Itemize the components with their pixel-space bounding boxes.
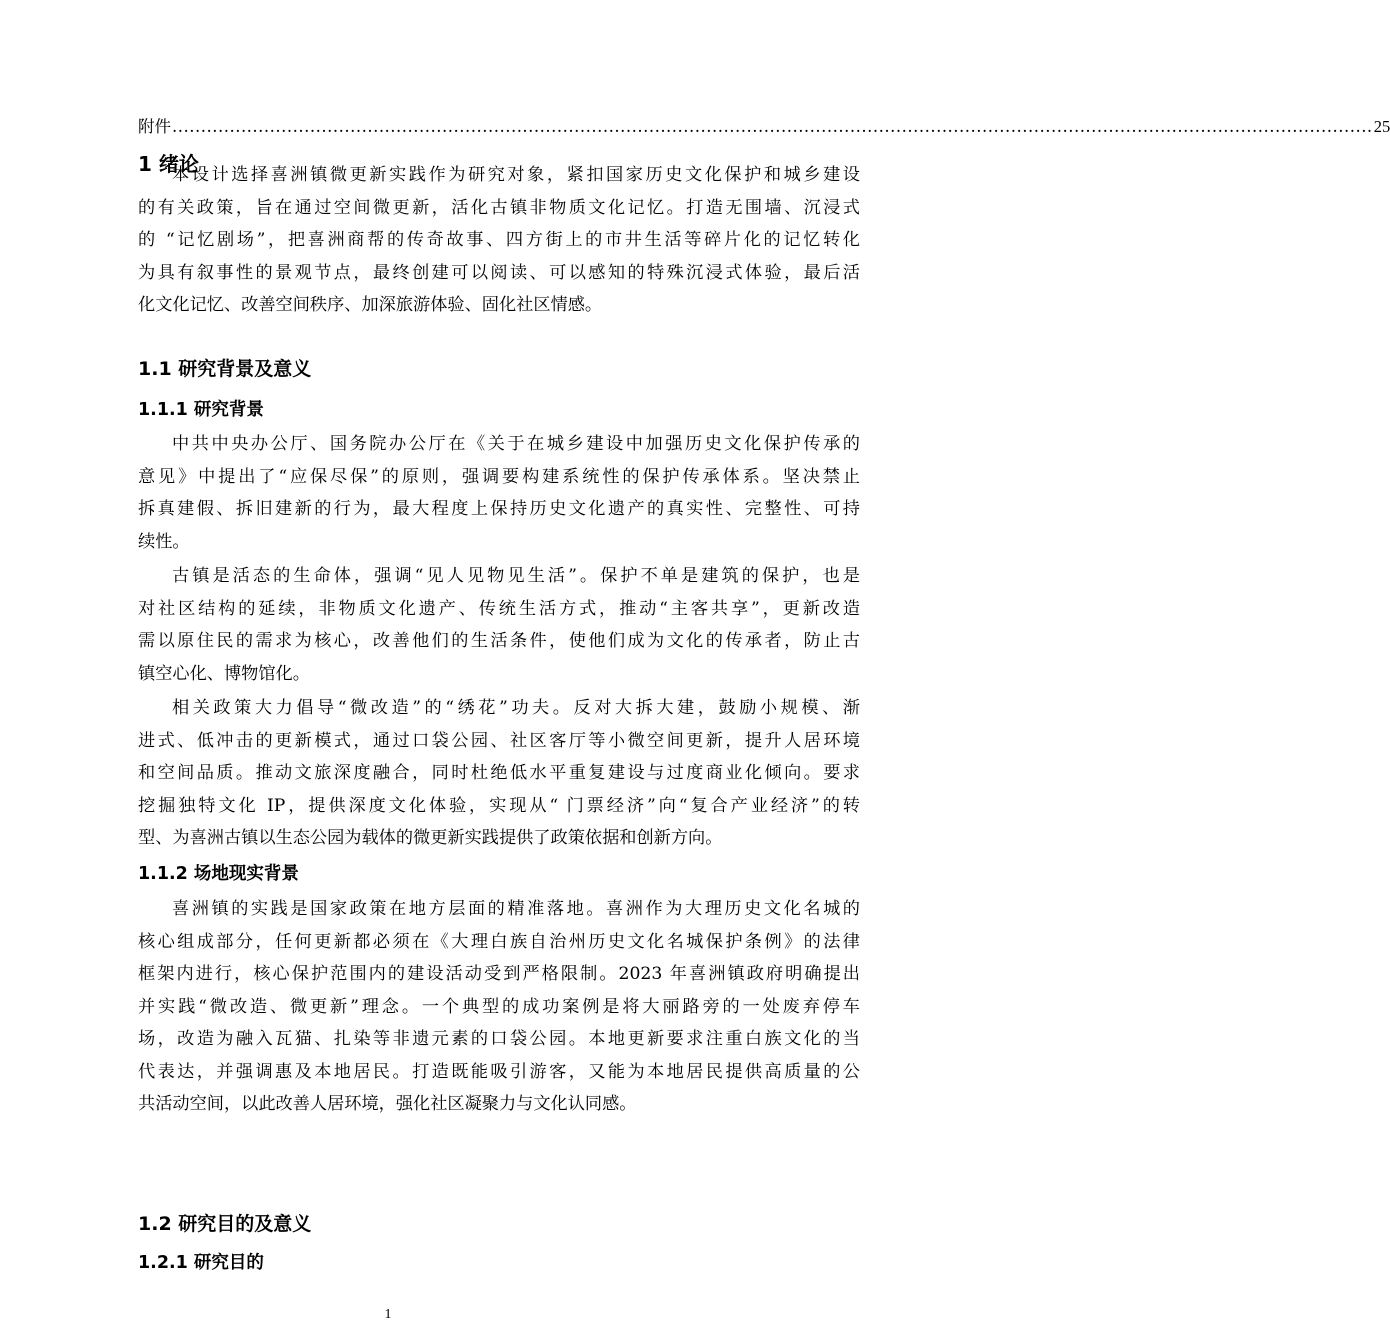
heading-1-introduction: 1 绪论 bbox=[138, 152, 199, 176]
paragraph-micro-renovation bbox=[138, 692, 860, 855]
paragraph-policy bbox=[138, 428, 860, 558]
heading-1-1-1-research-background: 1.1.1 研究背景 bbox=[138, 400, 264, 420]
page-number: 1 bbox=[384, 1307, 392, 1322]
text-line: 为具有叙事性的景观节点，最终创建可以阅读、可以感知的特殊沉浸式体验，最后活 bbox=[138, 262, 860, 283]
text-line: 意见》中提出了“应保尽保”的原则，强调要构建系统性的保护传承体系。坚决禁止 bbox=[138, 466, 860, 487]
heading-1-2-purpose-significance: 1.2 研究目的及意义 bbox=[138, 1213, 312, 1235]
text-line: 核心组成部分，任何更新都必须在《大理白族自治州历史文化名城保护条例》的法律 bbox=[138, 931, 860, 952]
text-line: 和空间品质。推动文旅深度融合，同时杜绝低水平重复建设与过度商业化倾向。要求 bbox=[138, 763, 860, 783]
text-line: 喜洲镇的实践是国家政策在地方层面的精准落地。喜洲作为大理历史文化名城的 bbox=[172, 899, 860, 919]
toc-label: 附件 bbox=[138, 117, 171, 136]
paragraph-xizhou-practice bbox=[138, 893, 860, 1121]
text-line: 挖掘独特文化 IP，提供深度文化体验，实现从“ 门票经济”向“复合产业经济”的转 bbox=[138, 795, 860, 816]
text-line: 相关政策大力倡导“微改造”的“绣花”功夫。反对大拆大建，鼓励小规模、渐 bbox=[172, 698, 860, 718]
paragraph-living-town bbox=[138, 560, 860, 690]
text-line: 本设计选择喜洲镇微更新实践作为研究对象，紧扣国家历史文化保护和城乡建设 bbox=[172, 165, 860, 185]
text-line: 场，改造为融入瓦猫、扎染等非遗元素的口袋公园。本地更新要求注重白族文化的当 bbox=[138, 1029, 860, 1049]
text-line: 框架内进行，核心保护范围内的建设活动受到严格限制。2023 年喜洲镇政府明确提出 bbox=[138, 964, 860, 984]
heading-1-1-background-significance: 1.1 研究背景及意义 bbox=[138, 358, 312, 380]
text-line: 续性。 bbox=[138, 531, 190, 552]
toc-page-number: 25 bbox=[1373, 117, 1390, 136]
text-line: 对社区结构的延续，非物质文化遗产、传统生活方式，推动“主客共享”，更新改造 bbox=[138, 598, 860, 619]
paragraph-intro bbox=[138, 159, 860, 322]
text-line: 古镇是活态的生命体，强调“见人见物见生活”。保护不单是建筑的保护，也是 bbox=[172, 566, 860, 586]
text-line: 进式、低冲击的更新模式，通过口袋公园、社区客厅等小微空间更新，提升人居环境 bbox=[138, 730, 860, 751]
text-line: 镇空心化、博物馆化。 bbox=[138, 663, 310, 684]
text-line: 需以原住民的需求为核心，改善他们的生活条件，使他们成为文化的传承者，防止古 bbox=[138, 631, 860, 651]
heading-1-1-2-site-background: 1.1.2 场地现实背景 bbox=[138, 864, 299, 884]
text-line: 并实践“微改造、微更新”理念。一个典型的成功案例是将大丽路旁的一处废弃停车 bbox=[138, 996, 860, 1017]
text-line: 代表达，并强调惠及本地居民。打造既能吸引游客，又能为本地居民提供高质量的公 bbox=[138, 1061, 860, 1082]
text-line: 拆真建假、拆旧建新的行为，最大程度上保持历史文化遗产的真实性、完整性、可持 bbox=[138, 499, 860, 519]
text-line: 的 “记忆剧场”，把喜洲商帮的传奇故事、四方街上的市井生活等碎片化的记忆转化 bbox=[138, 230, 860, 250]
text-line: 的有关政策，旨在通过空间微更新，活化古镇非物质文化记忆。打造无围墙、沉浸式 bbox=[138, 197, 860, 218]
text-line: 中共中央办公厅、国务院办公厅在《关于在城乡建设中加强历史文化保护传承的 bbox=[172, 434, 860, 454]
toc-leader-dots: ................................................................................................................................................................................................................. bbox=[172, 117, 1373, 136]
heading-1-2-1-research-purpose: 1.2.1 研究目的 bbox=[138, 1253, 264, 1273]
toc-entry-appendix bbox=[138, 115, 1390, 139]
text-line: 化文化记忆、改善空间秩序、加深旅游体验、固化社区情感。 bbox=[138, 295, 603, 315]
text-line: 共活动空间，以此改善人居环境，强化社区凝聚力与文化认同感。 bbox=[138, 1094, 637, 1114]
text-line: 型、为喜洲古镇以生态公园为载体的微更新实践提供了政策依据和创新方向。 bbox=[138, 828, 723, 848]
